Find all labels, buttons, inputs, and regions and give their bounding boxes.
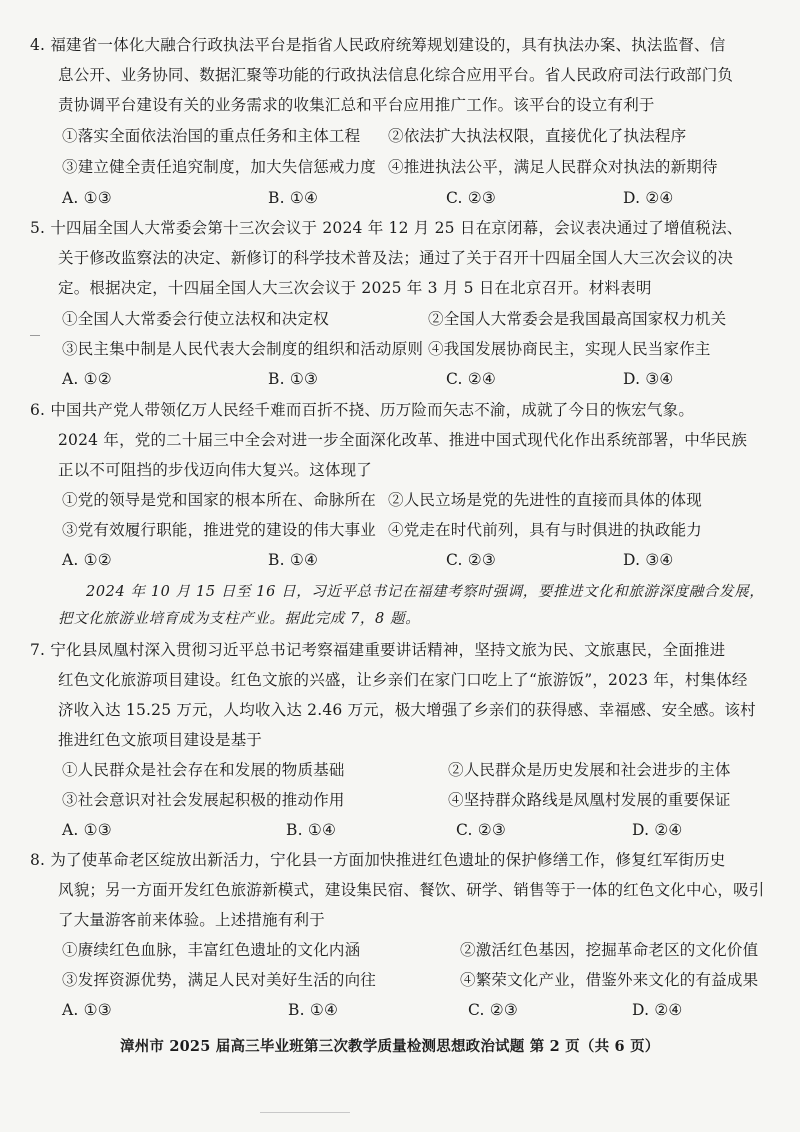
q7-option-c: C. ②③ [456,821,506,839]
q4-statement-2: ②依法扩大执法权限，直接优化了执法程序 [388,127,687,145]
q8-stem-line-3: 了大量游客前来体验。上述措施有利于 [58,911,325,929]
q5-stem-line-3: 定。根据决定，十四届全国人大三次会议于 2025 年 3 月 5 日在北京召开。材料表明 [58,279,652,297]
q8-option-d: D. ②④ [632,1001,683,1019]
q7-statement-4: ④坚持群众路线是凤凰村发展的重要保证 [448,791,731,809]
q8-option-b: B. ①④ [288,1001,339,1019]
q4-statement-4: ④推进执法公平，满足人民群众对执法的新期待 [388,158,718,176]
passage-line-1: 2024 年 10 月 15 日至 16 日，习近平总书记在福建考察时强调，要推进文化和旅游深度融合发展， [86,584,765,600]
q8-option-c: C. ②③ [468,1001,518,1019]
q8-statement-3: ③发挥资源优势，满足人民对美好生活的向往 [62,971,377,989]
q4-stem-line-3: 责协调平台建设有关的业务需求的收集汇总和平台应用推广工作。该平台的设立有利于 [58,96,655,114]
q8-statement-2: ②激活红色基因，挖掘革命老区的文化价值 [460,941,759,959]
q7-option-d: D. ②④ [632,821,683,839]
q6-option-c: C. ②③ [446,551,496,569]
page-footer: 漳州市 2025 届高三毕业班第三次教学质量检测思想政治试题 第 2 页（共 6 页） [120,1038,660,1055]
q7-statement-1: ①人民群众是社会存在和发展的物质基础 [62,761,345,779]
q5-statement-3: ③民主集中制是人民代表大会制度的组织和活动原则 [62,340,424,358]
passage-line-2: 把文化旅游业培育成为支柱产业。据此完成 7，8 题。 [58,611,421,627]
q4-stem-line-2: 息公开、业务协同、数据汇聚等功能的行政执法信息化综合应用平台。省人民政府司法行政部门负 [58,66,734,84]
q5-option-c: C. ②④ [446,370,496,388]
q6-statement-1: ①党的领导是党和国家的根本所在、命脉所在 [62,491,377,509]
q8-stem-line-2: 风貌；另一方面开发红色旅游新模式，建设集民宿、餐饮、研学、销售等于一体的红色文化中心，吸引 [58,881,765,899]
q6-option-d: D. ③④ [623,551,674,569]
q6-stem-line-3: 正以不可阻挡的步伐迈向伟大复兴。这体现了 [58,461,373,479]
q7-option-b: B. ①④ [286,821,337,839]
q8-statement-4: ④繁荣文化产业，借鉴外来文化的有益成果 [460,971,759,989]
q4-option-c: C. ②③ [446,189,496,207]
q5-statement-1: ①全国人大常委会行使立法权和决定权 [62,310,329,328]
q4-option-a: A. ①③ [62,189,112,207]
q6-statement-4: ④党走在时代前列，具有与时俱进的执政能力 [388,521,703,539]
q4-option-d: D. ②④ [623,189,674,207]
q5-statement-4: ④我国发展协商民主，实现人民当家作主 [428,340,711,358]
q7-stem-line-1: 7. 宁化县凤凰村深入贯彻习近平总书记考察福建重要讲话精神，坚持文旅为民、文旅惠民，全面推进 [30,641,726,659]
scan-mark [260,1112,350,1113]
q4-option-b: B. ①④ [268,189,319,207]
q7-statement-2: ②人民群众是历史发展和社会进步的主体 [448,761,731,779]
q5-option-d: D. ③④ [623,370,674,388]
q7-stem-line-3: 济收入达 15.25 万元，人均收入达 2.46 万元，极大增强了乡亲们的获得感、幸福感、安全感。该村 [58,701,756,719]
q7-stem-line-4: 推进红色文旅项目建设是基于 [58,731,263,749]
q5-stem-line-2: 关于修改监察法的决定、新修订的科学技术普及法；通过了关于召开十四届全国人大三次会议的决 [58,249,734,267]
q5-stem-line-1: 5. 十四届全国人大常委会第十三次会议于 2024 年 12 月 25 日在京闭幕，会议表决通过了增值税法、 [30,219,743,237]
q7-stem-line-2: 红色文化旅游项目建设。红色文旅的兴盛，让乡亲们在家门口吃上了“旅游饭”，2023 年，村集体经 [58,671,748,689]
q5-option-b: B. ①③ [268,370,319,388]
q8-stem-line-1: 8. 为了使革命老区绽放出新活力，宁化县一方面加快推进红色遗址的保护修缮工作，修复红军街历史 [30,851,726,869]
q6-stem-line-2: 2024 年，党的二十届三中全会对进一步全面深化改革、推进中国式现代化作出系统部署，中华民族 [58,431,748,449]
q8-statement-1: ①赓续红色血脉，丰富红色遗址的文化内涵 [62,941,361,959]
q7-statement-3: ③社会意识对社会发展起积极的推动作用 [62,791,345,809]
q8-option-a: A. ①③ [62,1001,112,1019]
q6-stem-line-1: 6. 中国共产党人带领亿万人民经千难而百折不挠、历万险而矢志不渝，成就了今日的恢宏气象。 [30,401,695,419]
q6-option-b: B. ①④ [268,551,319,569]
q6-statement-2: ②人民立场是党的先进性的直接而具体的体现 [388,491,703,509]
scan-mark [30,335,40,336]
q7-option-a: A. ①③ [62,821,112,839]
q6-option-a: A. ①② [62,551,112,569]
q4-statement-3: ③建立健全责任追究制度，加大失信惩戒力度 [62,158,377,176]
q4-statement-1: ①落实全面依法治国的重点任务和主体工程 [62,127,361,145]
q6-statement-3: ③党有效履行职能，推进党的建设的伟大事业 [62,521,377,539]
q5-statement-2: ②全国人大常委会是我国最高国家权力机关 [428,310,727,328]
q4-stem-line-1: 4. 福建省一体化大融合行政执法平台是指省人民政府统筹规划建设的，具有执法办案、执法监督、信 [30,36,726,54]
q5-option-a: A. ①② [62,370,112,388]
